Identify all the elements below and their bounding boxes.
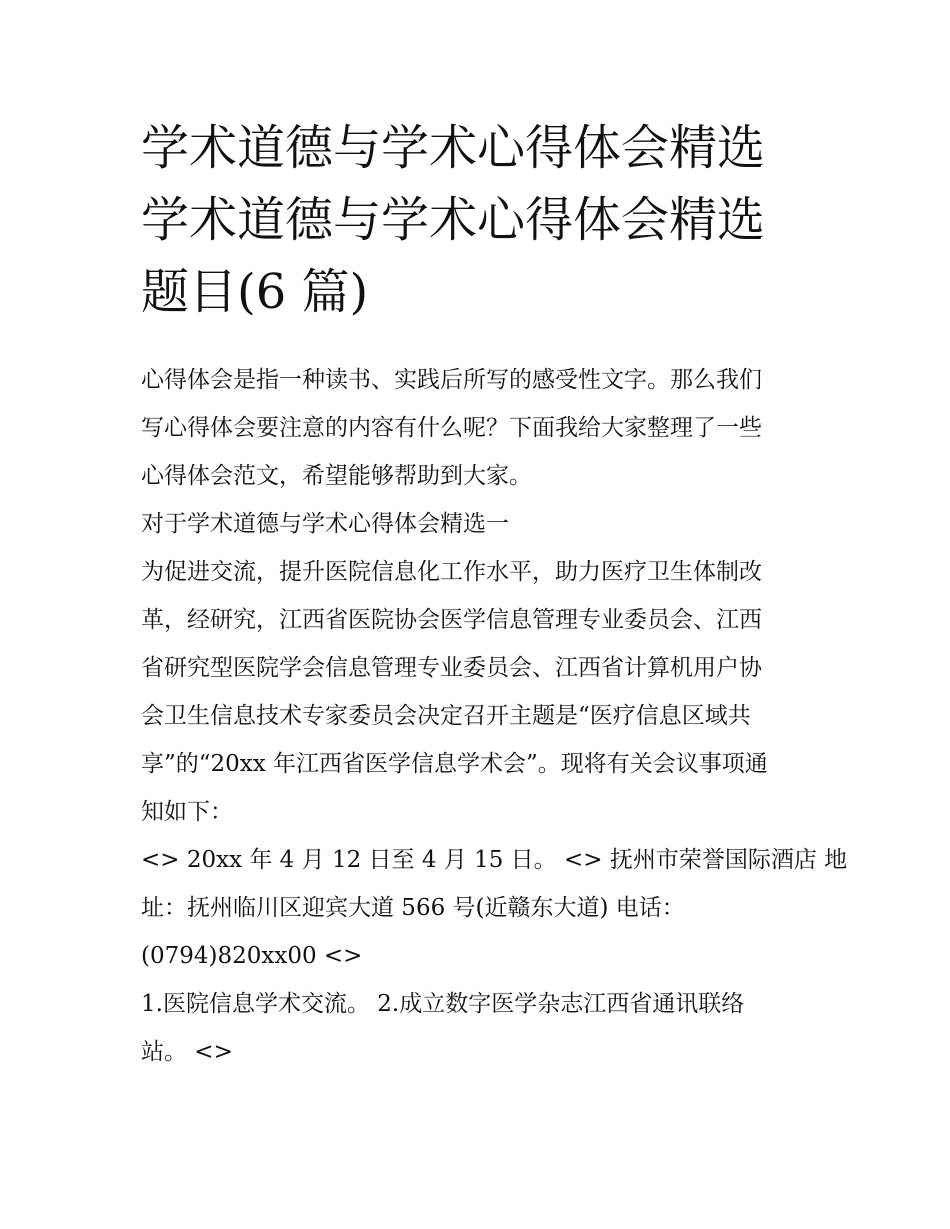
section-heading <box>141 500 821 548</box>
text-line: <> 20xx 年 4 月 12 日至 4 月 15 日。 <> 抚州市荣誉国际酒店 地 <box>141 847 848 873</box>
title-line: 学术道德与学术心得体会精选 <box>141 120 766 176</box>
text-line: 为促进交流，提升医院信息化工作水平，助力医疗卫生体制改 <box>141 559 762 585</box>
title-line: 题目(6 篇) <box>141 264 369 320</box>
text-line: 1.医院信息学术交流。 2.成立数字医学杂志江西省通讯联络 <box>141 991 745 1017</box>
document-title <box>141 112 841 328</box>
text-line: 会卫生信息技术专家委员会决定召开主题是“医疗信息区域共 <box>141 703 751 729</box>
text-line: 心得体会范文，希望能够帮助到大家。 <box>141 463 532 489</box>
meeting-content-paragraph <box>141 980 821 1076</box>
text-line: 对于学术道德与学术心得体会精选一 <box>141 511 509 537</box>
text-line: 省研究型医院学会信息管理专业委员会、江西省计算机用户协 <box>141 655 762 681</box>
intro-paragraph <box>141 356 821 500</box>
title-line: 学术道德与学术心得体会精选 <box>141 192 766 248</box>
text-line: (0794)820xx00 <> <box>141 943 363 969</box>
text-line: 站。 <> <box>141 1039 233 1065</box>
document-body <box>141 356 848 1076</box>
text-line: 写心得体会要注意的内容有什么呢？下面我给大家整理了一些 <box>141 415 762 441</box>
text-line: 享”的“20xx 年江西省医学信息学术会”。现将有关会议事项通 <box>141 751 768 777</box>
text-line: 址：抚州临川区迎宾大道 566 号(近赣东大道) 电话： <box>141 895 685 921</box>
body-paragraph <box>141 548 821 836</box>
text-line: 心得体会是指一种读书、实践后所写的感受性文字。那么我们 <box>141 367 762 393</box>
text-line: 知如下： <box>141 799 233 825</box>
meeting-info-paragraph <box>141 836 848 980</box>
text-line: 革，经研究，江西省医院协会医学信息管理专业委员会、江西 <box>141 607 762 633</box>
